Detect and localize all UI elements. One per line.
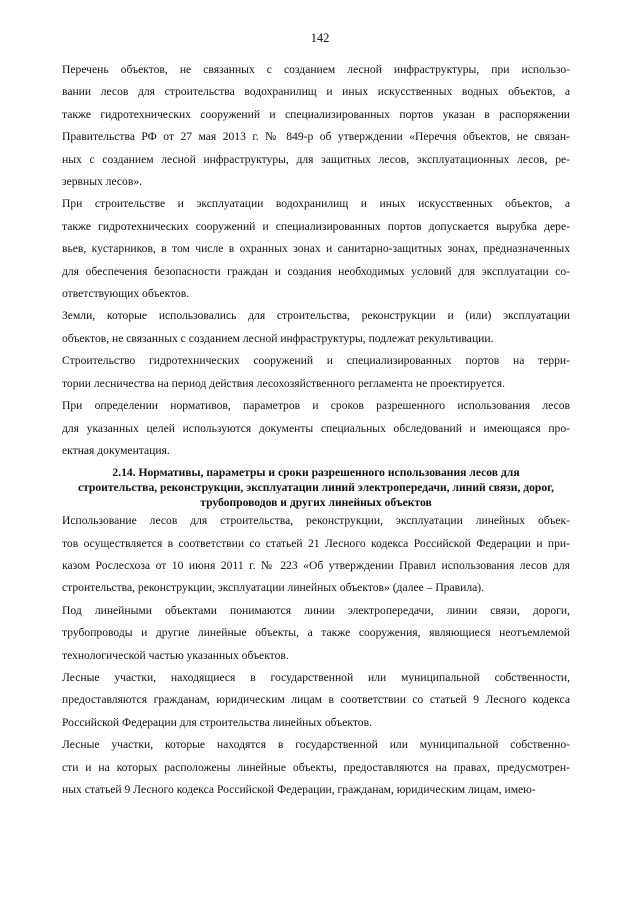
- text-line: технологической частью указанных объектов.: [62, 648, 289, 662]
- text-line: Использование лесов для строительства, реконструкции, эксплуатации линейных объек-: [62, 514, 570, 528]
- text-line: тов осуществляется в соответствии со статьей 21 Лесного кодекса Российской Федерации и при-: [62, 536, 570, 550]
- paragraph: [62, 600, 570, 667]
- text-line: для обеспечения безопасности граждан и создания необходимых условий для эксплуатации со-: [62, 264, 570, 278]
- text-line: ных статьей 9 Лесного кодекса Российской Федерации, гражданам, юридическим лицам, имею-: [62, 782, 536, 796]
- text-line: тории лесничества на период действия лесохозяйственного регламента не проектируется.: [62, 376, 506, 390]
- paragraphs-after-section: [62, 510, 570, 801]
- text-line: сти и на которых расположены линейные объекты, предоставляются на правах, предусмотрен-: [62, 760, 570, 774]
- text-line: казом Рослесхоза от 10 июня 2011 г. № 223 «Об утверждении Правил использования лесов для: [62, 558, 570, 572]
- paragraph: [62, 510, 570, 600]
- paragraph: [62, 667, 570, 734]
- paragraph: [62, 395, 570, 462]
- page-number: 142: [310, 31, 330, 45]
- text-line: для указанных целей используются документы специальных обследований и имеющаяся про-: [62, 421, 570, 435]
- text-line: Строительство гидротехнических сооружений и специализированных портов на терри-: [62, 354, 570, 368]
- text-line: Правительства РФ от 27 мая 2013 г. № 849-р об утверждении «Перечня объектов, не связан-: [62, 130, 570, 144]
- paragraph: [62, 350, 570, 395]
- text-line: вьев, кустарников, в том числе в охранных зонах и санитарно-защитных зонах, предназначенных: [62, 242, 570, 256]
- text-line: строительства, реконструкции, эксплуатации линейных объектов» (далее – Правила).: [62, 581, 485, 595]
- page-body: [62, 59, 570, 801]
- text-line: Земли, которые использовались для строительства, реконструкции и (или) эксплуатации: [62, 309, 570, 323]
- text-line: ответствующих объектов.: [62, 287, 190, 301]
- text-line: также гидротехнических сооружений и специализированных портов допускается вырубка дере-: [62, 219, 570, 233]
- paragraph: [62, 305, 570, 350]
- paragraph: [62, 193, 570, 305]
- text-line: зервных лесов».: [62, 175, 143, 189]
- text-line: Лесные участки, находящиеся в государственной или муниципальной собственности,: [62, 670, 570, 684]
- section-heading-line: 2.14. Нормативы, параметры и сроки разрешенного использования лесов для: [112, 466, 520, 480]
- text-line: Под линейными объектами понимаются линии электропередачи, линии связи, дороги,: [62, 603, 570, 617]
- text-line: объектов, не связанных с созданием лесной инфраструктуры, подлежат рекультивации.: [62, 331, 494, 345]
- text-line: При строительстве и эксплуатации водохранилищ и иных искусственных объектов, а: [62, 197, 570, 211]
- text-line: Лесные участки, которые находятся в государственной или муниципальной собственно-: [62, 738, 570, 752]
- text-line: ных с созданием лесной инфраструктуры, для защитных лесов, эксплуатационных лесов, ре-: [62, 152, 570, 166]
- section-heading: [62, 466, 570, 510]
- section-heading-line: строительства, реконструкции, эксплуатации линий электропередачи, линий связи, дорог,: [77, 480, 555, 494]
- paragraph: [62, 59, 570, 193]
- text-line: Перечень объектов, не связанных с созданием лесной инфраструктуры, при использо-: [62, 63, 570, 76]
- paragraph: [62, 734, 570, 801]
- text-line: вании лесов для строительства водохранилищ и иных искусственных водных объектов, а: [62, 85, 570, 99]
- section-heading-line: трубопроводов и других линейных объектов: [200, 495, 432, 509]
- text-line: ектная документация.: [62, 443, 170, 457]
- text-line: также гидротехнических сооружений и специализированных портов указан в распоряжении: [62, 107, 570, 121]
- paragraphs-before-section: [62, 59, 570, 462]
- text-line: предоставляются гражданам, юридическим лицам в соответствии со статьей 9 Лесного кодекса: [62, 693, 570, 707]
- text-line: Российской Федерации для строительства линейных объектов.: [62, 715, 372, 729]
- text-line: При определении нормативов, параметров и сроков разрешенного использования лесов: [62, 399, 570, 413]
- text-line: трубопроводы и другие линейные объекты, а также сооружения, являющиеся неотъемлемой: [62, 626, 570, 640]
